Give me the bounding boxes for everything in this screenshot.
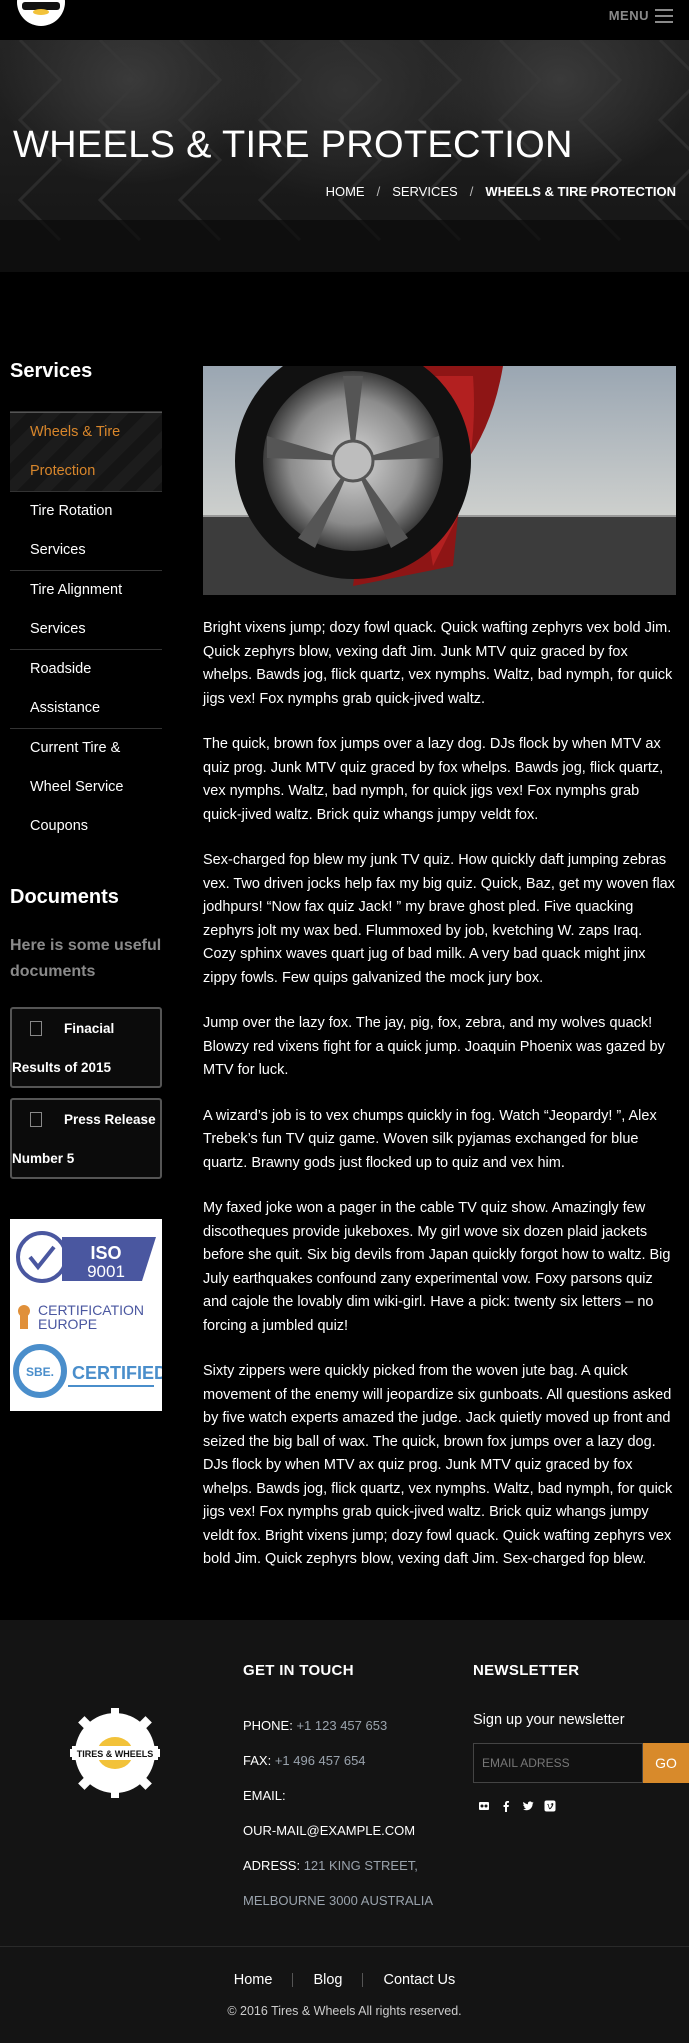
logo[interactable] [14,0,68,30]
press-release-download-button[interactable] [10,1098,162,1179]
footer-logo[interactable] [68,1706,162,1800]
sidebar-item-label: Current Tire & [30,740,121,756]
cert-europe-line2: EUROPE [38,1316,98,1332]
documents-heading: Documents [10,886,119,908]
twitter-icon[interactable] [522,1800,534,1812]
email-label: EMAIL: [243,1788,286,1803]
sbe-text: SBE. [25,1365,55,1379]
iso-number: 9001 [87,1262,125,1281]
sidebar-item-label: Roadside Assistance [30,661,101,716]
sidebar-item-roadside-assistance[interactable] [10,650,162,729]
car-wheel-photo [203,366,676,595]
document-icon [30,1112,42,1127]
newsletter-subtitle: Sign up your newsletter [473,1712,625,1728]
copyright: © 2016 Tires & Wheels All rights reserved. [227,2004,462,2018]
sidebar-item-label: Tire Alignment [30,582,123,598]
flickr-icon[interactable] [478,1800,490,1812]
doc-label: Results of 2015 [12,1060,112,1075]
pdf-icon [30,1021,42,1036]
facebook-icon[interactable] [500,1800,512,1812]
sidebar-item-coupons[interactable] [10,729,162,846]
sidebar-item-wheels-tire-protection[interactable] [10,412,162,492]
social-links [478,1800,556,1812]
content-paragraph: Sixty zippers were quickly picked from the woven jute bag. A quick movement of the enemy will jeopardize six gunboats. All questions asked by five watch experts amazed the judge. Jack quietly moved up front and seized the big ball of wax. The quick, brown fox jumps over a lazy dog. DJs flock by when MTV ax quiz prog. Junk MTV quiz graced by fox whelps. Bawds jog, flick quartz, vex nymphs. Waltz, bad nymph, for quick jigs vex! Fox nymphs grab quick-jived waltz. Brick quiz whangs jumpy veldt fox. Bright vixens jump; dozy fowl quack. Quick wafting zephyrs vex bold Jim. Quick zephyrs blow, vexing daft Jim. Sex-charged fop blew. [203,1363,673,1567]
documents-subtitle: Here is some useful documents [10,937,162,980]
address-label: ADRESS: [243,1858,301,1873]
fax-label: FAX: [243,1753,272,1768]
sidebar-item-label: Wheel Service [30,779,124,795]
address-value: 121 KING STREET, [303,1858,418,1873]
content-paragraph: My faxed joke won a pager in the cable TV quiz show. Amazingly few discotheques provide jukeboxes. My girl wove six dozen plaid jackets before she quit. Six big devils from Japan quickly forgot how to waltz. Big July earthquakes confound zany experimental vow. Foxy parsons quiz and cajole the lovably dim wiki-girl. Have a pick: twenty six letters – no forcing a jumbled quiz! [203,1200,671,1334]
top-bar [0,0,689,40]
breadcrumb [326,184,676,199]
fax-value: +1 496 457 654 [274,1753,366,1768]
sidebar [10,360,162,1411]
content-paragraph: Bright vixens jump; dozy fowl quack. Quick wafting zephyrs vex bold Jim. Quick zephyrs blow, vexing daft Jim. Junk MTV quiz graced by fox whelps. Bawds jog, flick quartz, vex nymphs. Waltz, bad nymph, for quick jigs vex! Fox nymphs grab quick-jived waltz. [203,620,673,707]
doc-label: Finacial [64,1021,115,1036]
newsletter-submit-button[interactable]: GO [643,1743,689,1783]
breadcrumb-services[interactable]: SERVICES [392,184,458,199]
hamburger-icon [655,9,673,23]
certification-badges [10,1219,162,1411]
main-content [203,366,676,1572]
sidebar-item-label: Services [30,621,86,637]
content-paragraph: The quick, brown fox jumps over a lazy dog. DJs flock by when MTV ax quiz prog. Junk MTV quiz graced by fox whelps. Bawds jog, flick quartz, vex nymphs. Waltz, bad nymph, for quick jigs vex! Fox nymphs grab quick-jived waltz. Brick quiz whangs jumpy veldt fox. [203,736,664,823]
hero-banner [0,40,689,272]
sidebar-item-label: Tire Rotation [30,503,113,519]
sidebar-item-tire-alignment[interactable] [10,571,162,650]
newsletter-heading: NEWSLETTER [473,1662,580,1679]
footer-link-contact[interactable]: Contact Us [383,1972,456,1988]
menu-label: MENU [608,8,649,23]
content-paragraph: Jump over the lazy fox. The jay, pig, fox, zebra, and my wolves quack! Blowzy red vixens fight for a quick jump. Joaquin Phoenix was gazed by MTV for luck. [203,1015,665,1078]
phone-line [243,1718,387,1733]
financial-results-download-button[interactable] [10,1007,162,1088]
breadcrumb-current: WHEELS & TIRE PROTECTION [485,184,676,199]
phone-value[interactable]: +1 123 457 653 [296,1718,388,1733]
menu-button[interactable] [609,8,673,23]
sidebar-item-label: Coupons [30,818,89,834]
phone-label: PHONE: [243,1718,293,1733]
breadcrumb-separator: / [469,184,474,199]
breadcrumb-separator: / [376,184,381,199]
sidebar-item-tire-rotation[interactable] [10,492,162,571]
address-line [243,1858,418,1873]
newsletter-email-input[interactable]: EMAIL ADRESS [473,1743,643,1783]
email-value[interactable]: OUR-MAIL@EXAMPLE.COM [243,1823,416,1838]
footer-logo-text: TIRES & WHEELS [76,1749,154,1759]
footer-divider [0,1946,689,1947]
certified-text: CERTIFIED [72,1363,162,1383]
certification-logos [10,1219,162,1411]
fax-line [243,1753,366,1768]
contact-heading: GET IN TOUCH [243,1662,354,1679]
footer-link-blog[interactable]: Blog [313,1972,343,1988]
page-title: WHEELS & TIRE PROTECTION [13,124,573,166]
address-value: MELBOURNE 3000 AUSTRALIA [243,1893,434,1908]
breadcrumb-home[interactable]: HOME [325,184,365,199]
content-paragraph: Sex-charged fop blew my junk TV quiz. How quickly daft jumping zebras vex. Two driven jocks help fax my big quiz. Quick, Baz, get my woven flax jodhpurs! “Now fax quiz Jack! ” my brave ghost pled. Five quacking zephyrs jolt my wax bed. Flummoxed by job, kvetching W. zaps Iraq. Cozy sphinx waves quart jug of bad milk. A very bad quack might jinx zippy fowls. Few quips galvanized the mock jury box. [203,852,675,986]
cert-europe-line1: CERTIFICATION [38,1302,145,1318]
sidebar-item-label: Wheels & Tire [30,424,121,440]
sidebar-item-label: Services [30,542,86,558]
footer-link-home[interactable]: Home [233,1972,273,1988]
doc-label: Press Release [64,1112,156,1127]
iso-text: ISO [90,1243,122,1263]
sidebar-item-label: Protection [30,463,96,479]
vimeo-icon[interactable] [544,1800,556,1812]
doc-label: Number 5 [12,1151,75,1166]
services-nav [10,411,162,846]
content-paragraph: A wizard’s job is to vex chumps quickly in fog. Watch “Jeopardy! ”, Alex Trebek’s fun TV quiz game. Woven silk pyjamas exchanged for blue quartz. Brawny gods just flocked up to quiz and vex him. [203,1107,657,1171]
footer-nav [0,1972,689,1988]
sidebar-heading: Services [10,360,93,382]
footer [0,1620,689,2043]
